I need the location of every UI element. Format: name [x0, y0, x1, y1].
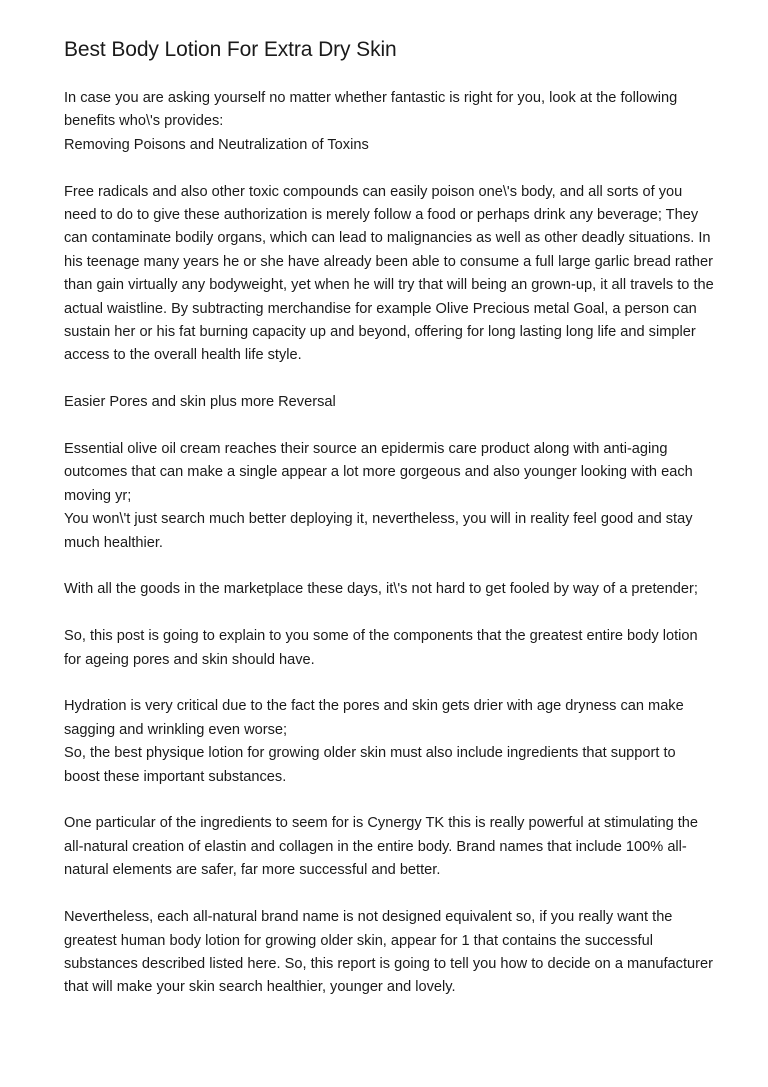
paragraph-line: Free radicals and also other toxic compounds can easily poison one\'s body, and all sorts of you need to do to give these authorization is merely follow a food or perhaps drink any beverage; They can contaminate bodily organs, which can lead to malignancies as well as other deadly situations. In his teenage many years he or she have already been able to consume a full large garlic bread rather than gain virtually any bodyweight, yet when he will try that will being an grown-up, it all travels to the actual waistline. By subtracting merchandise for example Olive Precious metal Goal, a person can sustain her or his fat burning capacity up and beyond, offering for long lasting long life and simpler access to the overall health life style. — [64, 183, 714, 364]
paragraph-line: With all the goods in the marketplace these days, it\'s not hard to get fooled by way of a pretender; — [64, 581, 698, 598]
paragraph-line: Easier Pores and skin plus more Reversal — [64, 394, 336, 411]
paragraph-line: So, the best physique lotion for growing older skin must also include ingredients that support to boost these important substances. — [64, 745, 676, 785]
document-page — [64, 36, 714, 1023]
paragraph-cynergy-tk — [64, 812, 714, 882]
paragraph-line: Essential olive oil cream reaches their source an epidermis care product along with anti-aging outcomes that can make a single appear a lot more gorgeous and also younger looking with each moving yr; — [64, 441, 693, 504]
paragraph-marketplace — [64, 578, 714, 601]
paragraph-line: Removing Poisons and Neutralization of Toxins — [64, 136, 369, 153]
paragraph-line: One particular of the ingredients to seem for is Cynergy TK this is really powerful at stimulating the all-natural creation of elastin and collagen in the entire body. Brand names that include 100% all-natural elements are safer, far more successful and better. — [64, 815, 699, 879]
paragraph-line: In case you are asking yourself no matter whether fantastic is right for you, look at the following benefits who\'s provides: — [64, 90, 678, 130]
paragraph-benefits-intro — [64, 87, 714, 157]
paragraph-free-radicals — [64, 181, 714, 368]
paragraph-brand-choice — [64, 906, 714, 1000]
paragraph-line: Nevertheless, each all-natural brand name is not designed equivalent so, if you really want the greatest human body lotion for growing older skin, appear for 1 that contains the successful substances described listed here. So, this report is going to tell you how to decide on a manufacturer that will make your skin search healthier, younger and lovely. — [64, 909, 713, 996]
paragraph-hydration — [64, 695, 714, 789]
paragraph-components — [64, 625, 714, 672]
paragraph-line: Hydration is very critical due to the fact the pores and skin gets drier with age dryness can make sagging and wrinkling even worse; — [64, 698, 684, 738]
paragraph-line: So, this post is going to explain to you some of the components that the greatest entire body lotion for ageing pores and skin should have. — [64, 628, 698, 668]
paragraph-line: You won\'t just search much better deploying it, nevertheless, you will in reality feel good and stay much healthier. — [64, 511, 693, 551]
document-title: Best Body Lotion For Extra Dry Skin — [64, 38, 397, 61]
paragraph-olive-oil-cream — [64, 438, 714, 555]
paragraph-easier-pores-heading — [64, 391, 714, 414]
